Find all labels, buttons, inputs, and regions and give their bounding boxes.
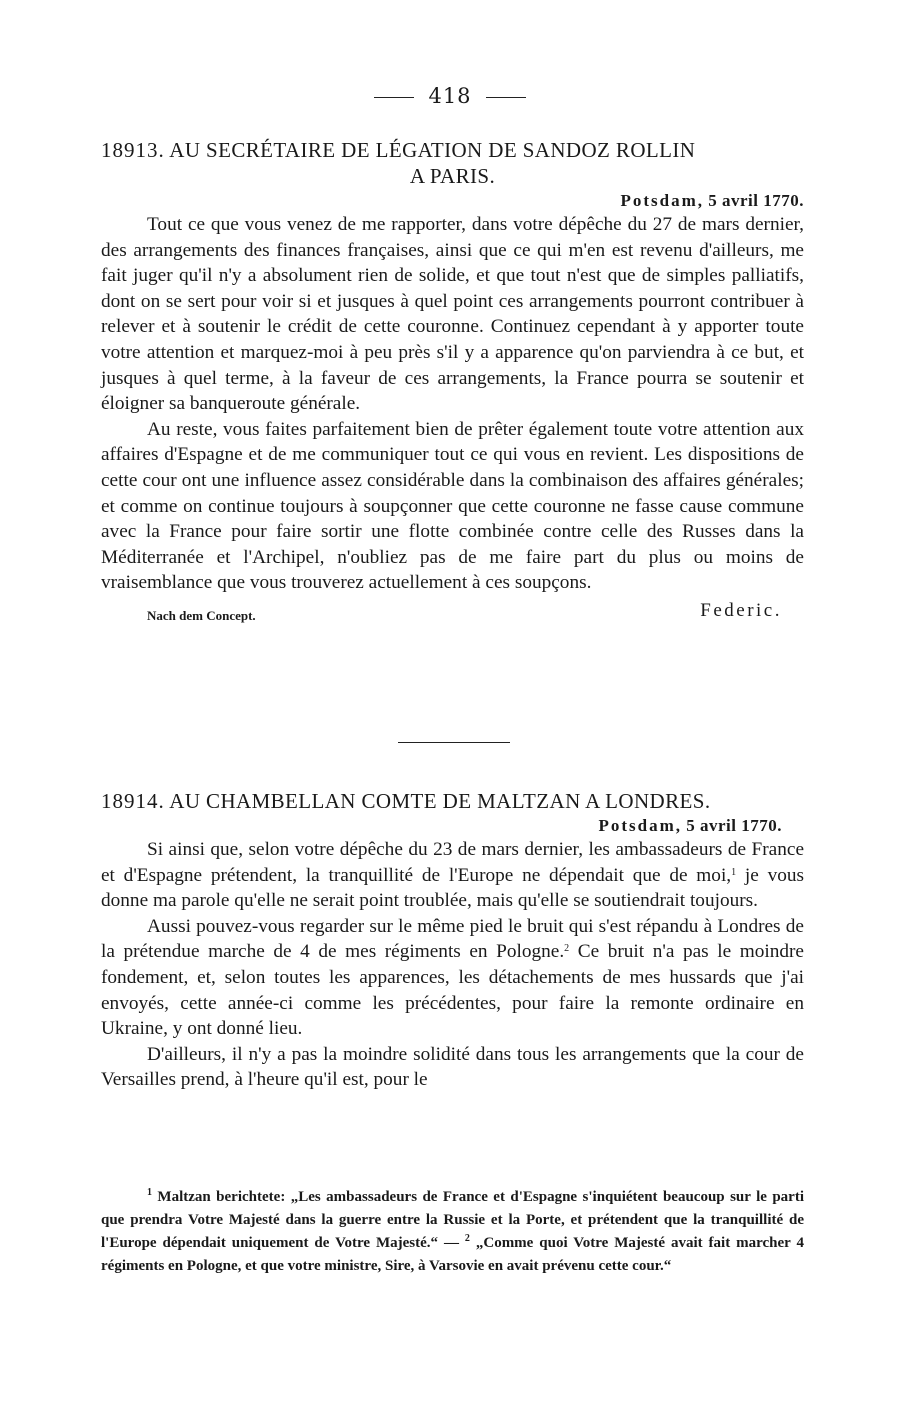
paragraph-text: je vous donne ma parole qu'elle ne serait point troublée, mais qu'elle se soutiendrait toujours. <box>101 864 805 912</box>
page-number: 418 <box>428 84 472 108</box>
footnote-reference[interactable]: 1 <box>731 866 737 878</box>
letter-recipient: AU CHAMBELLAN COMTE DE MALTZAN A LONDRES. <box>169 789 711 813</box>
signature: Federic. <box>700 599 782 621</box>
paragraph <box>101 837 804 914</box>
paragraph: D'ailleurs, il n'y a pas la moindre solidité dans tous les arrangements que la cour de Versailles prend, à l'heure qu'il est, pour le <box>101 1043 804 1091</box>
letter-recipient: AU SECRÉTAIRE DE LÉGATION DE SANDOZ ROLLIN <box>169 138 696 162</box>
place: Potsdam, <box>598 816 682 835</box>
place: Potsdam, <box>620 191 704 210</box>
footnote-marker: 2 <box>464 1233 470 1244</box>
date: 5 avril 1770. <box>686 816 782 835</box>
paragraph: Tout ce que vous venez de me rapporter, dans votre dépêche du 27 de mars dernier, des arrangements des finances françaises, ainsi que ce qui m'en est revenu d'ailleurs, me fait juger qu'il n'y a absolument rien de solide, et que tout n'est que de simples palliatifs, dont on se sert pour voir si et jusques à quel point ces arrangements pourront contribuer à relever et à soutenir le crédit de cette couronne. Continuez cependant à y apporter toute votre attention et marquez-moi à peu près s'il y a apparence qu'on parviendra à ce but, et jusques à quel terme, à la faveur de ces arrangements, la France pourra se soutenir et éloigner sa banqueroute générale. <box>101 214 804 415</box>
footnote <box>101 1186 804 1278</box>
page-number-header <box>0 84 900 108</box>
letter-recipient-place: A PARIS. <box>409 164 496 188</box>
letter-heading <box>101 137 804 189</box>
paragraph-text: Aussi pouvez-vous regarder sur le même pied le bruit qui s'est répandu à Londres de la prétendue marche de 4 de mes régiments en Pologne. <box>101 915 804 963</box>
footnote-text: Maltzan berichtete: „Les ambassadeurs de France et d'Espagne s'inquiétent beaucoup sur le parti que prendra Votre Majesté dans la guerre entre la Russie et la Porte, et prétendent que la tranquillité de l'Europe dépendait uniquement de Votre Majesté.“ — <box>101 1189 804 1251</box>
header-dash-right <box>486 97 526 98</box>
paragraph-text: Si ainsi que, selon votre dépêche du 23 de mars dernier, les ambassadeurs de France et d'Espagne prétendent, la tranquillité de l'Europe ne dépendait que de moi, <box>101 839 804 886</box>
paragraph-text: Ce bruit n'a pas le moindre fondement, et, selon toutes les apparences, les détachements de mes hussards que j'ai envoyés, cette année-ci comme les précédentes, pour faire la remonte ordinaire en Ukraine, y ont donné lieu. <box>101 941 804 1040</box>
letter-number: 18913. <box>101 138 165 162</box>
section-divider <box>398 742 510 743</box>
footnote-reference[interactable]: 2 <box>564 943 570 955</box>
place-date <box>101 190 804 212</box>
footnotes <box>101 1186 804 1278</box>
header-dash-left <box>374 97 414 98</box>
signature-row <box>101 600 804 628</box>
letter-18914 <box>101 788 804 1093</box>
place-date <box>101 815 804 837</box>
paragraph: Au reste, vous faites parfaitement bien de prêter également toute votre attention aux affaires d'Espagne et de me communiquer tout ce qui vous en revient. Les dispositions de cette cour ont une influence assez considérable dans la combinaison des affaires générales; et comme on continue toujours à soupçonner que cette couronne ne fasse cause commune avec la France pour faire sortir une flotte combinée contre celle des Russes dans la Méditerranée et l'Archipel, n'oubliez pas de me faire part du plus ou moins de vraisemblance que vous trouverez actuellement à ces soupçons. <box>101 418 804 594</box>
letter-number: 18914. <box>101 789 165 813</box>
letter-18913 <box>101 137 804 628</box>
paragraph <box>101 914 804 1042</box>
footnote-marker: 1 <box>147 1187 152 1198</box>
source-note: Nach dem Concept. <box>147 607 256 623</box>
letter-heading <box>101 788 804 814</box>
footnote-text: „Comme quoi Votre Majesté avait fait marcher 4 régiments en Pologne, et que votre ministre, Sire, à Varsovie en avait prévenu cette cour.“ <box>101 1235 804 1274</box>
date: 5 avril 1770. <box>708 191 804 210</box>
